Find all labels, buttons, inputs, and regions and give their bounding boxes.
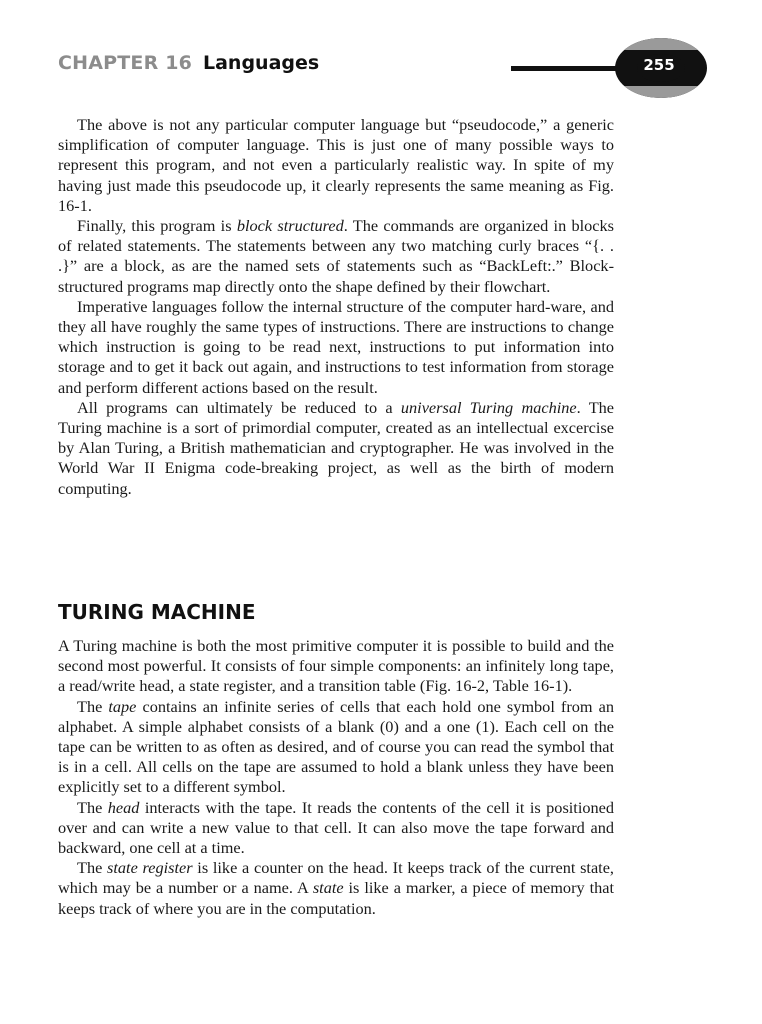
emphasis: universal Turing machine: [400, 397, 577, 417]
section-heading: TURING MACHINE: [58, 600, 256, 624]
section-intro-text: [58, 115, 614, 499]
text-run: is like a marker, a piece of memory that keeps track of where you are in the computation.: [58, 878, 614, 918]
emphasis: head: [107, 797, 140, 817]
text-run: The above is not any particular computer language but “pseudocode,” a generic simplification of computer language. This is just one of many possible ways to represent this program, and not even a particularly realistic way. In spite of my having just made this pseudocode up, it clearly represents the same meaning as Fig. 16-1.: [58, 115, 614, 215]
text-run: All programs can ultimately be reduced to a: [77, 397, 401, 417]
page-number: 255: [643, 56, 675, 74]
paragraph: [58, 216, 614, 297]
paragraph: [58, 115, 614, 216]
section-turing-text: [58, 636, 614, 919]
paragraph: [58, 858, 614, 919]
text-run: A Turing machine is both the most primitive computer it is possible to build and the second most powerful. It consists of four simple components: an infinitely long tape, a read/write head, a state register, and a transition table (Fig. 16-2, Table 16-1).: [58, 636, 614, 696]
paragraph: [58, 636, 614, 697]
text-run: The: [77, 696, 109, 716]
paragraph: [58, 697, 614, 798]
text-run: The: [77, 797, 108, 817]
paragraph: [58, 398, 614, 499]
header-rule: [511, 66, 631, 71]
text-run: The: [77, 858, 108, 878]
chapter-label: CHAPTER 16: [58, 52, 193, 74]
text-run: contains an infinite series of cells that each hold one symbol from an alphabet. A simple alphabet consists of a blank (0) and a one (1). Each cell on the tape can be written to as often as desired, and of course you can read the symbol that is in a cell. All cells on the tape are assumed to hold a blank unless they have been explicitly set to a different symbol.: [58, 696, 614, 797]
text-run: is like a counter on the head. It keeps track of the current state, which may be a number or a name. A: [58, 858, 615, 898]
text-run: Finally, this program is: [77, 216, 237, 236]
chapter-title: Languages: [203, 52, 320, 74]
paragraph: [58, 798, 614, 859]
emphasis: block structured: [236, 216, 344, 236]
emphasis: state register: [107, 858, 193, 878]
emphasis: tape: [108, 696, 137, 716]
text-run: Imperative languages follow the internal structure of the computer hard-ware, and they all have roughly the same types of instructions. There are instructions to change which instruction is going to be read next, instructions to put information into storage and to get it back out again, and instructions to test information from storage and perform different actions based on the result.: [58, 296, 614, 397]
text-run: . The commands are organized in blocks of related statements. The statements between any two matching curly braces “{. . .}” are a block, as are the named sets of statements such as “BackLeft:.” Block-structured programs map directly onto the shape defined by their flowchart.: [58, 216, 615, 296]
emphasis: state: [312, 878, 344, 898]
text-run: interacts with the tape. It reads the contents of the cell it is positioned over and can write a new value to that cell. It can also move the tape forward and backward, one cell at a time.: [58, 797, 614, 858]
paragraph: [58, 297, 614, 398]
text-run: . The Turing machine is a sort of primordial computer, created as an intellectual excercise by Alan Turing, a British mathematician and cryptographer. He was involved in the World War II Enigma code-breaking project, as well as the birth of modern computing.: [58, 397, 615, 498]
